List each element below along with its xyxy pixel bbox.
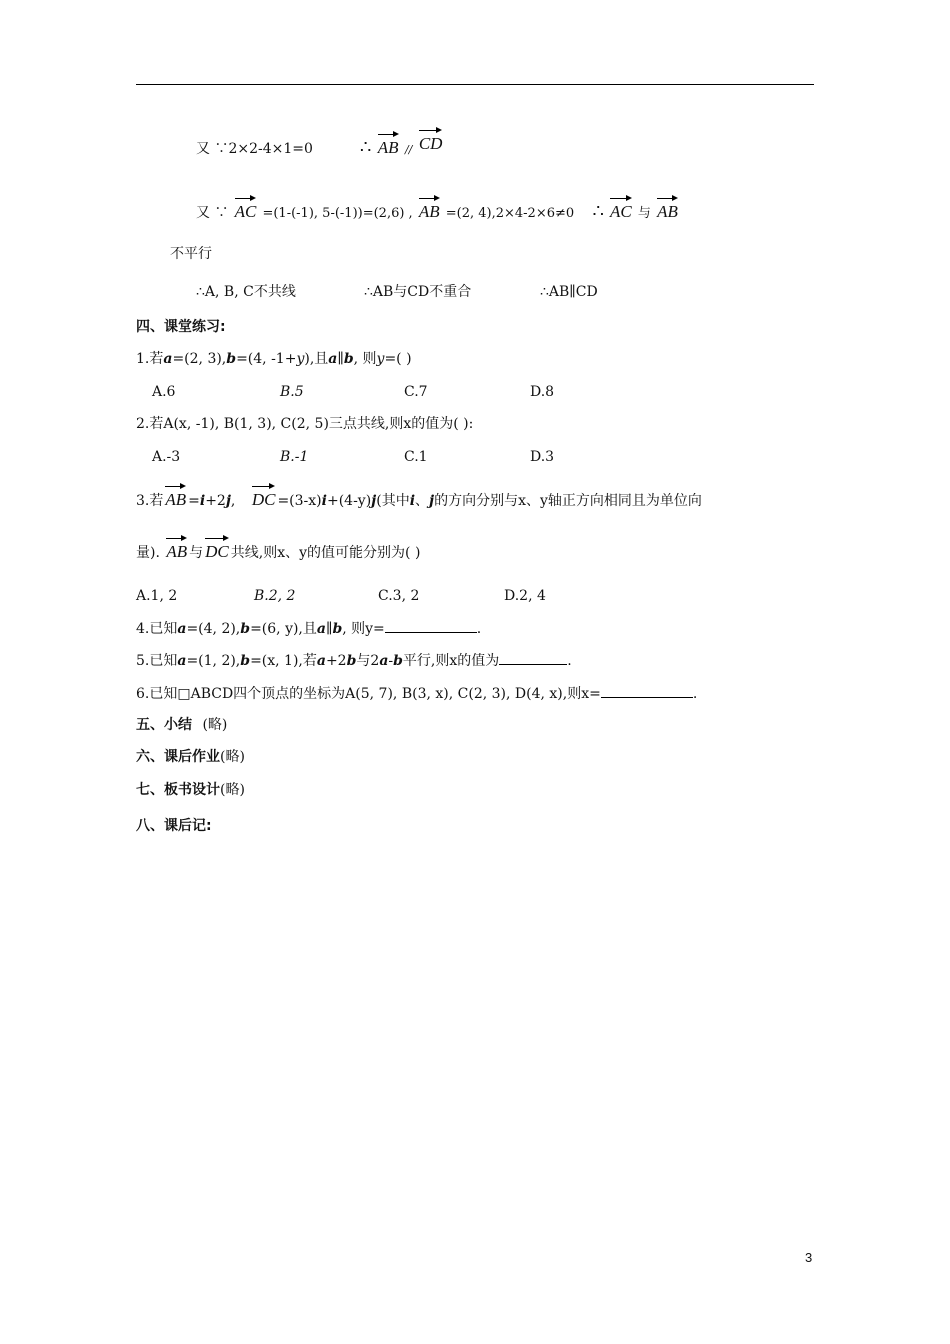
q-text: 量). — [136, 545, 160, 561]
q-text: , 则 — [353, 351, 377, 367]
vector-ac: AC — [610, 196, 632, 222]
proof-line-1 — [196, 132, 444, 160]
q-text: 6.已知□ABCD四个顶点的坐标为A(5, 7), B(3, x), C(2, 3), D(4, x),则x= — [136, 686, 601, 702]
q-text: . — [567, 653, 572, 669]
vector-a: a — [177, 621, 187, 637]
var-y: y — [376, 351, 385, 367]
unit-i: i — [409, 493, 416, 509]
proof-text: 又 ∵2×2-4×1=0 — [196, 141, 313, 157]
vector-cd: CD — [419, 128, 443, 154]
answer-blank[interactable] — [385, 618, 477, 633]
question-3-line-2 — [136, 536, 420, 563]
section-5 — [136, 715, 227, 735]
question-1 — [136, 349, 412, 369]
vector-a: a — [379, 653, 389, 669]
vector-b: b — [346, 653, 357, 669]
proof-line-2 — [196, 196, 680, 224]
section-note: (略) — [202, 717, 228, 733]
vector-a: a — [316, 653, 326, 669]
parallel-symbol: ∥ — [337, 351, 344, 367]
option-c: C.7 — [404, 384, 428, 400]
parallel-symbol: ∥ — [325, 621, 333, 637]
vector-ab: AB — [165, 484, 186, 510]
vector-a: a — [316, 621, 326, 637]
q-text: =(4, 2), — [186, 621, 241, 637]
question-3-line-1 — [136, 484, 702, 511]
vector-ab: AB — [378, 132, 399, 158]
option-d: D.3 — [530, 449, 555, 465]
question-4 — [136, 618, 481, 639]
vector-a: a — [177, 653, 187, 669]
q-text: . — [476, 621, 482, 637]
q-text: =(6, y),且 — [250, 621, 317, 637]
proof-text: 又 ∵ — [196, 205, 229, 221]
q-text: (其中 — [376, 493, 410, 509]
q-text: 平行,则x的值为 — [402, 653, 500, 669]
proof-text: 与 — [637, 206, 651, 221]
answer-blank[interactable] — [601, 683, 693, 698]
option-d: D.2, 4 — [504, 588, 546, 604]
section-title: 五、小结 — [136, 717, 192, 733]
section-title: 四、课堂练习: — [136, 319, 226, 335]
unit-i: i — [199, 493, 206, 509]
option-b: B.5 — [280, 384, 304, 400]
q-text: =( ) — [384, 351, 412, 367]
section-note: (略) — [220, 749, 245, 765]
q-text: , 则y= — [342, 621, 385, 637]
option-b: B.-1 — [280, 449, 309, 465]
q-text: 3.若 — [136, 493, 164, 509]
vector-b: b — [240, 621, 251, 637]
section-8: 八、课后记: — [136, 818, 212, 834]
section-title: 七、板书设计 — [136, 782, 220, 798]
vector-ab: AB — [166, 536, 187, 562]
section-7 — [136, 780, 245, 800]
q-text: =(3-x) — [277, 493, 322, 509]
parallel-symbol: // — [404, 143, 413, 156]
unit-j: j — [429, 493, 435, 509]
unit-i: i — [321, 493, 327, 509]
q-text: 、 — [415, 493, 430, 509]
option-a: A.1, 2 — [136, 588, 178, 604]
proof-conclusion-2: ∴AB与CD不重合 — [364, 284, 472, 300]
unit-j: j — [371, 493, 377, 509]
option-b: B.2, 2 — [254, 588, 296, 604]
vector-ab: AB — [419, 196, 440, 222]
q-text: 与 — [189, 545, 204, 561]
q-text: =(4, -1+ — [236, 351, 297, 367]
vector-dc: DC — [252, 484, 276, 510]
page-number: 3 — [805, 1250, 813, 1265]
q-text: 与2 — [356, 653, 380, 669]
proof-text: =(1-(-1), 5-(-1))=(2,6) , — [262, 206, 413, 221]
var-y: y — [296, 351, 305, 367]
proof-line-3: 不平行 — [170, 246, 212, 262]
question-6 — [136, 683, 697, 704]
option-a: A.-3 — [152, 449, 181, 465]
q-text: +2 — [325, 653, 347, 669]
q-text: - — [388, 653, 394, 669]
vector-b: b — [226, 351, 237, 367]
section-6 — [136, 747, 245, 767]
q-text: =(2, 3), — [172, 351, 227, 367]
q-text: 4.已知 — [136, 621, 178, 637]
q-text: . — [692, 686, 698, 702]
proof-text: =(2, 4),2×4-2×6≠0 — [445, 206, 575, 221]
question-5 — [136, 650, 572, 671]
q-text: ),且 — [304, 351, 329, 367]
header-rule — [136, 84, 814, 85]
q-text: +2 — [205, 493, 226, 509]
vector-b: b — [240, 653, 251, 669]
section-note: (略) — [220, 782, 245, 798]
option-d: D.8 — [530, 384, 555, 400]
option-c: C.1 — [404, 449, 428, 465]
vector-ab: AB — [657, 196, 678, 222]
vector-a: a — [163, 351, 173, 367]
section-title: 六、课后作业 — [136, 749, 220, 765]
vector-a: a — [328, 351, 338, 367]
proof-conclusion-1: ∴A, B, C不共线 — [196, 284, 296, 300]
unit-j: j — [225, 493, 231, 509]
option-c: C.3, 2 — [378, 588, 420, 604]
vector-b: b — [343, 351, 354, 367]
q-text: 1.若 — [136, 351, 164, 367]
answer-blank[interactable] — [499, 650, 567, 665]
proof-conclusion-3: ∴AB∥CD — [540, 284, 598, 300]
q-text: 共线,则x、y的值可能分别为( ) — [230, 545, 421, 561]
vector-ac: AC — [235, 196, 257, 222]
therefore-symbol: ∴ — [592, 201, 604, 222]
q-text: +(4-y) — [326, 493, 372, 509]
therefore-symbol: ∴ — [359, 137, 372, 158]
q-text: , — [230, 493, 236, 509]
vector-b: b — [332, 621, 343, 637]
q-text: 的方向分别与x、y轴正方向相同且为单位向 — [434, 493, 702, 509]
question-2: 2.若A(x, -1), B(1, 3), C(2, 5)三点共线,则x的值为( ): — [136, 416, 474, 432]
q-text: = — [188, 493, 200, 509]
q-text: 5.已知 — [136, 653, 178, 669]
vector-b: b — [393, 653, 403, 669]
q-text: =(1, 2), — [186, 653, 241, 669]
vector-dc: DC — [205, 536, 229, 562]
q-text: =(x, 1),若 — [250, 653, 317, 669]
option-a: A.6 — [152, 384, 176, 400]
